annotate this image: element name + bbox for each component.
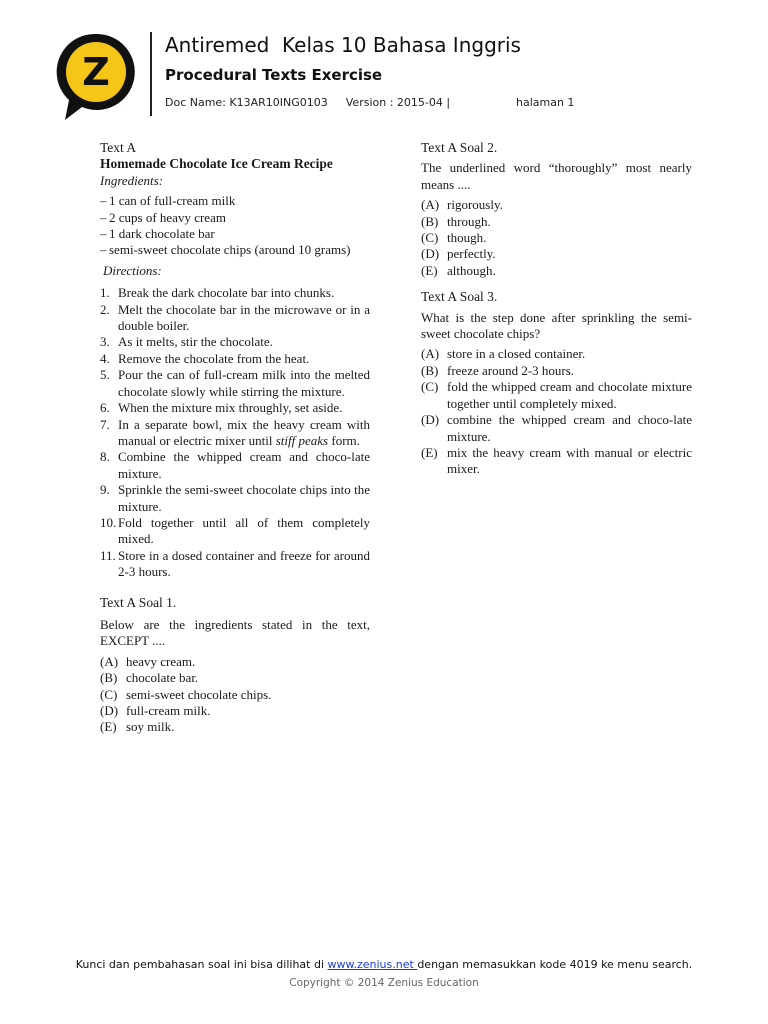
document-title: Antiremed Kelas 10 Bahasa Inggris: [165, 33, 521, 57]
direction-step: 1. Break the dark chocolate bar into chunks.: [100, 285, 335, 301]
answer-option: (A) rigorously.: [421, 197, 503, 213]
question-1-text: Below are the ingredients stated in the text, EXCEPT ....: [100, 616, 370, 649]
header-divider: [150, 32, 152, 116]
question-1-label: Text A Soal 1.: [100, 594, 177, 610]
answer-option: (C) though.: [421, 230, 487, 246]
question-2-label: Text A Soal 2.: [421, 140, 498, 155]
answer-option: (E) mix the heavy cream with manual or electric mixer.: [421, 444, 692, 477]
ingredient-item: – 1 dark chocolate bar: [100, 226, 215, 242]
footer-note: Kunci dan pembahasan soal ini bisa dilihat di www.zenius.net dengan memasukkan kode 4019 ke menu search.: [75, 958, 693, 971]
zenius-logo: [53, 30, 139, 122]
answer-option: (B) chocolate bar.: [100, 670, 199, 686]
stiff-peaks-term: stiff peaks: [275, 432, 329, 448]
answer-option: (A) heavy cream.: [100, 653, 196, 669]
doc-name: Doc Name: K13AR10ING0103: [165, 96, 328, 109]
answer-option: (C) fold the whipped cream and chocolate mixture together until completely mixed.: [421, 379, 692, 411]
answer-option: (E) soy milk.: [100, 719, 175, 735]
answer-option: (D) full-cream milk.: [100, 703, 211, 718]
copyright: Copyright © 2014 Zenius Education: [289, 977, 479, 989]
answer-option: (B) freeze around 2-3 hours.: [421, 362, 575, 378]
direction-step: 9. Sprinkle the semi-sweet chocolate chips into the mixture.: [100, 482, 370, 514]
direction-step: 8. Combine the whipped cream and choco-late mixture.: [100, 449, 370, 481]
direction-step: 4. Remove the chocolate from the heat.: [100, 350, 310, 366]
page-number: halaman 1: [516, 96, 575, 109]
logo-letter: Z: [82, 50, 110, 94]
direction-step: 3. As it melts, stir the chocolate.: [100, 334, 273, 350]
doc-version: Version : 2015-04 |: [345, 96, 451, 109]
direction-step: 10. Fold together until all of them completely mixed.: [100, 514, 370, 547]
ingredients-list: [100, 193, 370, 259]
answer-option: (D) combine the whipped cream and choco-late mixture.: [421, 412, 692, 444]
direction-step: 7. In a separate bowl, mix the heavy cream with manual or electric mixer until stiff peaks form.: [100, 416, 370, 448]
zenius-link[interactable]: www.zenius.net: [327, 958, 418, 971]
text-label: Text A: [100, 140, 137, 155]
direction-step: 5. Pour the can of full-cream milk into the melted chocolate slowly while stirring the mixture.: [100, 367, 370, 399]
answer-option: (D) perfectly.: [421, 246, 496, 262]
answer-option: (E) although.: [421, 262, 496, 278]
question-3-label: Text A Soal 3.: [421, 289, 498, 305]
direction-step: 11. Store in a dosed container and freeze for around 2-3 hours.: [100, 547, 370, 580]
direction-step: 6. When the mixture mix throughly, set aside.: [100, 400, 343, 416]
ingredient-item: – semi-sweet chocolate chips (around 10 grams): [100, 242, 351, 258]
ingredient-item: – 2 cups of heavy cream: [100, 209, 226, 225]
question-3-options: [421, 346, 692, 477]
directions-list: [100, 285, 370, 580]
left-column: [100, 140, 370, 736]
question-2-options: [421, 197, 692, 279]
answer-option: (B) through.: [421, 213, 491, 229]
question-1-options: [100, 654, 370, 736]
direction-step: 2. Melt the chocolate bar in the microwave or in a double boiler.: [100, 301, 370, 334]
answer-option: (A) store in a closed container.: [421, 346, 586, 362]
ingredients-label: Ingredients:: [100, 172, 164, 188]
recipe-title: Homemade Chocolate Ice Cream Recipe: [100, 156, 333, 172]
directions-label: Directions:: [103, 262, 162, 278]
right-column: [421, 140, 692, 478]
doc-meta: [165, 96, 468, 109]
question-2-text: The underlined word “thoroughly” most nearly means ....: [421, 160, 692, 192]
question-3-text: What is the step done after sprinkling the semi-sweet chocolate chips?: [421, 309, 692, 342]
document-subtitle: Procedural Texts Exercise: [165, 66, 383, 84]
ingredient-item: – 1 can of full-cream milk: [100, 193, 236, 209]
answer-option: (C) semi-sweet chocolate chips.: [100, 686, 272, 702]
